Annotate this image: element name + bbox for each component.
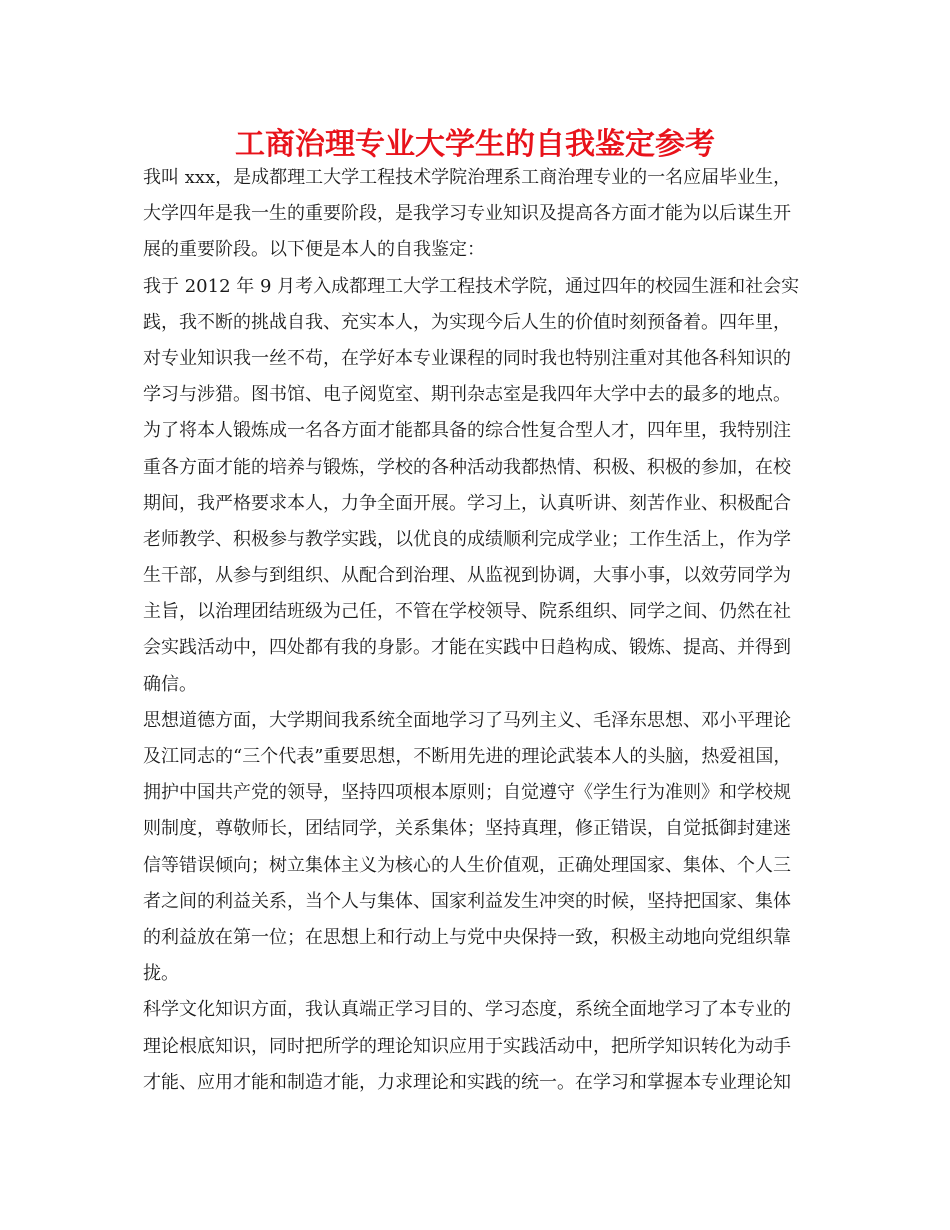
- body-line: 理论根底知识，同时把所学的理论知识应用于实践活动中，把所学知识转化为动手: [143, 1035, 791, 1057]
- body-line: 确信。: [143, 673, 197, 695]
- document-body: [143, 160, 819, 1101]
- body-line: 展的重要阶段。以下便是本人的自我鉴定：: [143, 239, 485, 261]
- body-line: 期间，我严格要求本人，力争全面开展。学习上，认真听讲、刻苦作业、积极配合: [143, 492, 791, 514]
- body-line: 信等错误倾向；树立集体主义为核心的人生价值观，正确处理国家、集体、个人三: [143, 854, 791, 876]
- body-line: 者之间的利益关系，当个人与集体、国家利益发生冲突的时候，坚持把国家、集体: [143, 890, 791, 912]
- body-line: 践，我不断的挑战自我、充实本人，为实现今后人生的价值时刻预备着。四年里，: [143, 311, 791, 333]
- body-line: 重各方面才能的培养与锻炼，学校的各种活动我都热情、积极、积极的参加，在校: [143, 456, 791, 478]
- body-line: 我叫 xxx，是成都理工大学工程技术学院治理系工商治理专业的一名应届毕业生，: [143, 167, 792, 188]
- body-line: 科学文化知识方面，我认真端正学习目的、学习态度，系统全面地学习了本专业的: [143, 999, 791, 1021]
- body-line: 主旨，以治理团结班级为己任，不管在学校领导、院系组织、同学之间、仍然在社: [143, 601, 791, 623]
- body-line: 才能、应用才能和制造才能，力求理论和实践的统一。在学习和掌握本专业理论知: [143, 1071, 791, 1093]
- body-line: 为了将本人锻炼成一名各方面才能都具备的综合性复合型人才，四年里，我特别注: [143, 420, 791, 442]
- body-line: 拥护中国共产党的领导，坚持四项根本原则；自觉遵守《学生行为准则》和学校规: [143, 782, 791, 804]
- body-line: 我于 2012 年 9 月考入成都理工大学工程技术学院，通过四年的校园生涯和社会实: [143, 275, 800, 297]
- body-line: 会实践活动中，四处都有我的身影。才能在实践中日趋构成、锻炼、提高、并得到: [143, 637, 791, 659]
- body-line: 生干部，从参与到组织、从配合到治理、从监视到协调，大事小事，以效劳同学为: [143, 565, 791, 587]
- body-line: 拢。: [143, 963, 179, 985]
- body-line: 学习与涉猎。图书馆、电子阅览室、期刊杂志室是我四年大学中去的最多的地点。: [143, 384, 791, 406]
- body-line: 及江同志的“三个代表”重要思想，不断用先进的理论武装本人的头脑，热爱祖国，: [143, 746, 792, 767]
- body-line: 的利益放在第一位；在思想上和行动上与党中央保持一致，积极主动地向党组织靠: [143, 926, 791, 948]
- document-title: 工商治理专业大学生的自我鉴定参考: [235, 127, 715, 162]
- body-line: 思想道德方面，大学期间我系统全面地学习了马列主义、毛泽东思想、邓小平理论: [143, 709, 791, 731]
- body-line: 老师教学、积极参与教学实践，以优良的成绩顺利完成学业；工作生活上，作为学: [143, 528, 791, 550]
- body-line: 对专业知识我一丝不苟，在学好本专业课程的同时我也特别注重对其他各科知识的: [143, 347, 791, 369]
- body-line: 则制度，尊敬师长，团结同学，关系集体；坚持真理，修正错误，自觉抵御封建迷: [143, 818, 791, 840]
- body-line: 大学四年是我一生的重要阶段，是我学习专业知识及提高各方面才能为以后谋生开: [143, 203, 791, 225]
